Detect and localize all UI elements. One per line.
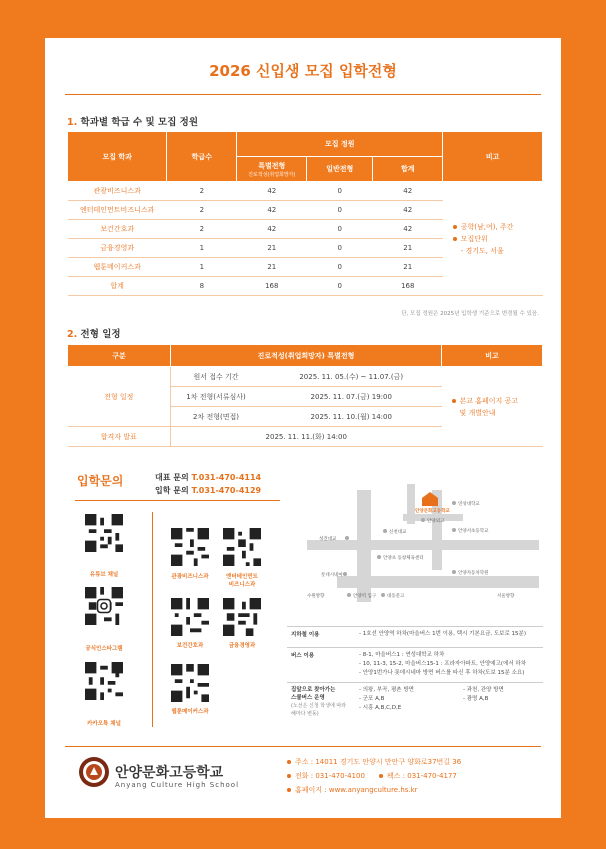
section-heading-quota: 1. 학과별 학급 수 및 모집 정원 <box>67 117 199 128</box>
qr-code-icon[interactable] <box>223 528 261 566</box>
homepage-link[interactable]: 홈페이지 : www.anyangculture.hs.kr <box>287 785 418 795</box>
qr-code-icon[interactable] <box>223 598 261 636</box>
table-row: 관광비즈니스과 2 42 0 42 공학(남,여), 주간 모집단위 - 경기도, 서울 <box>68 182 543 201</box>
svg-text:안양역 입구: 안양역 입구 <box>353 594 377 599</box>
svg-text:롯데시네마: 롯데시네마 <box>321 573 343 578</box>
qr-code-icon[interactable] <box>171 598 209 636</box>
page-title: 2026 신입생 모집 입학전형 <box>209 62 397 80</box>
table-row: 엔터테인먼트비즈니스과 2 42 0 42 <box>68 201 543 220</box>
table-row: 웹툰메이커스과 1 21 0 21 <box>68 258 543 277</box>
info-row-school-bus: 집앞으로 찾아가는 스쿨버스 운영 (노선은 신청 학생에 따라 해마다 변동) - 의왕, 부곡, 평촌 방면 - 군포 A,B - 시흥 A,B,C,D,E - 과천, 관양 방면 - 광명 A,B <box>291 687 504 717</box>
table-note: 단, 모집 정원은 2025년 입학생 기준으로 변경될 수 있음. <box>401 311 539 317</box>
svg-text:신천대교: 신천대교 <box>389 530 407 535</box>
address: 주소 : 14011 경기도 안양시 만안구 양화로37번길 36 <box>287 757 461 767</box>
remark-cell: 공학(남,여), 주간 모집단위 - 경기도, 서울 <box>443 182 543 296</box>
info-row-bus: 버스 이용 - 8-1, 마을버스1 : 연성대학교 하차 - 10, 11-3, 15-2, 마을버스15-1 : 프라자아파트, 안양예고(에서 하차 - 안양1번가나 롯데시네마 방면 버스를 타신 후 하차(도보 15분 소요) <box>287 648 543 683</box>
contact-admission-phone: 입학 문의 T.031-470-4129 <box>155 486 262 495</box>
qr-caption: 엔터테인먼트 비즈니스과 <box>226 574 258 588</box>
info-row-subway: 지하철 이용 - 1호선 안양역 하차(마을버스 1번 이용, 택시 기본요금, 도보로 15분) <box>287 626 543 648</box>
table-row: 2차 전형(면접) 2025. 11. 10.(월) 14:00 <box>68 407 543 427</box>
qr-code-icon[interactable] <box>85 514 123 552</box>
table-row: 보건간호과 2 42 0 42 <box>68 220 543 239</box>
qr-caption: 웹툰메이커스과 <box>171 709 209 715</box>
qr-code-icon[interactable] <box>171 664 209 702</box>
svg-text:서울방향: 서울방향 <box>497 594 515 599</box>
qr-caption: 보건간호과 <box>176 643 204 649</box>
qr-caption: 금융경영과 <box>228 643 256 649</box>
phone-fax: 전화 : 031-470-4100 팩스 : 031-470-4177 <box>287 771 457 781</box>
svg-text:연성대학교: 연성대학교 <box>458 502 480 507</box>
qr-caption: 카카오톡 채널 <box>87 721 121 727</box>
svg-text:성견대교: 성견대교 <box>319 537 337 542</box>
table-row: 1차 전형(서류심사) 2025. 11. 07.(금) 19:00 <box>68 387 543 407</box>
qr-caption: 공식인스타그램 <box>85 646 123 652</box>
table-row: 전형 일정 원서 접수 기간 2025. 11. 05.(수) ~ 11.07.(금) 본교 홈페이지 공고 및 개별안내 <box>68 367 543 387</box>
qr-caption: 관광비즈니스과 <box>171 574 209 580</box>
location-map <box>307 484 539 608</box>
table-row: 합격자 발표 2025. 11. 11.(화) 14:00 <box>68 427 543 447</box>
svg-text:안양초 동창체육센터: 안양초 동창체육센터 <box>383 556 424 561</box>
svg-text:대동문고: 대동문고 <box>387 594 405 599</box>
remark-cell: 본교 홈페이지 공고 및 개별안내 <box>442 367 543 447</box>
qr-code-icon[interactable] <box>171 528 209 566</box>
contact-heading: 입학문의 <box>77 474 124 488</box>
table-row: 금융경영과 1 21 0 21 <box>68 239 543 258</box>
quota-table: 모집 학과 학급수 모집 정원 비고 특별전형 진로적성(취업희망자) 일반전형 합계 관광비즈니스과 2 42 0 42 공학(남,여), 주간 모집단위 - 경기도, 서울 엔터테인먼트비즈니스과 2 42 0 42 보건간호과 2 42 0 42 금융경영과 1 21 0 21 웹툰메이커스과 1 21 0 21 합계 8 168 0 168 <box>67 131 543 296</box>
qr-code-icon[interactable] <box>85 662 123 700</box>
divider <box>65 94 541 95</box>
school-emblem-icon <box>78 756 110 788</box>
svg-text:안양외고: 안양외고 <box>427 519 445 524</box>
divider <box>65 746 541 747</box>
svg-text:안양문화고등학교: 안양문화고등학교 <box>415 509 450 514</box>
school-name-en: Anyang Culture High School <box>115 781 240 789</box>
svg-text:수원방향: 수원방향 <box>307 594 325 599</box>
table-total-row: 합계 8 168 0 168 <box>68 277 543 296</box>
section-heading-schedule: 2. 전형 일정 <box>67 329 121 340</box>
transport-info <box>287 626 543 729</box>
svg-text:안양자동차학원: 안양자동차학원 <box>458 571 489 576</box>
svg-text:안양서초등학교: 안양서초등학교 <box>458 529 489 534</box>
school-name: 안양문화고등학교 <box>115 765 224 781</box>
contact-main-phone: 대표 문의 T.031-470-4114 <box>155 473 262 482</box>
qr-code-icon[interactable] <box>85 587 123 625</box>
qr-caption: 유튜브 채널 <box>89 572 119 578</box>
divider <box>75 500 280 501</box>
poster <box>45 38 561 818</box>
schedule-table: 구분 진로적성(취업희망자) 특별전형 비고 전형 일정 원서 접수 기간 2025. 11. 05.(수) ~ 11.07.(금) 본교 홈페이지 공고 및 개별안내 1차 전형(서류심사) 2025. 11. 07.(금) 19:00 2차 전형(면접) 2025. 11. 10.(월) 14:00 합격자 발표 2025. 11. 11.(화) 14:00 <box>67 344 543 447</box>
divider <box>152 512 153 727</box>
